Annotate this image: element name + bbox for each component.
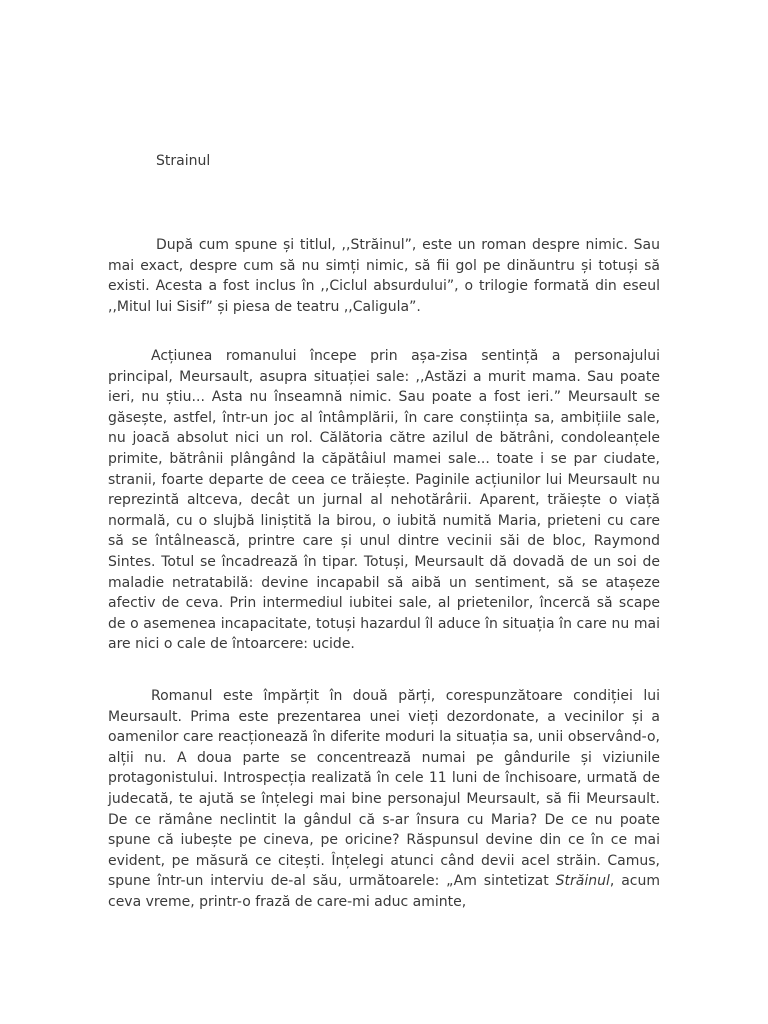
- document-title: Strainul: [156, 153, 211, 169]
- paragraph-2-text: Acțiunea romanului începe prin așa-zisa sentință a personajului principal, Meursault, asupra situației sale: ,,Astăzi a murit mama. Sau poate ieri, nu știu... Asta nu înseamnă nimic. Sau poate a fost ieri.” Meursault se găsește, astfel, într-un joc al întâmplării, în care conștiința sa, ambițiile sale, nu joacă absolut nici un rol. Călătoria către azilul de bătrâni, condoleanțele primite, bătrânii plângând la căpătâiul mamei sale... toate i se par ciudate, stranii, foarte departe de ceea ce trăiește. Paginile acțiunilor lui Meursault nu reprezintă altceva, decât un jurnal al nehotărârii. Aparent, trăiește o viață normală, cu o slujbă liniștită la birou, o iubită numită Maria, prieteni cu care să se întâlnească, printre care și unul dintre vecinii săi de bloc, Raymond Sintes. Totul se încadrează în tipar. Totuși, Meursault dă dovadă de un soi de maladie netratabilă: devine incapabil să aibă un sentiment, să se atașeze afectiv de ceva. Prin intermediul iubitei sale, al prietenilor, încercă să scape de o asemenea incapacitate, totuși hazardul îl aduce în situația în care nu mai are nici o cale de întoarcere: ucide.: [108, 348, 660, 653]
- book-title-italic: Străinul: [555, 873, 610, 890]
- paragraph-3-text-before: Romanul este împărțit în două părți, corespunzătoare condiției lui Meursault. Prima este prezentarea unei vieți dezordonate, a vecinilor și a oamenilor care reacționează în diferite moduri la situația sa, unii observând-o, alții nu. A doua parte se concentrează numai pe gândurile și viziunile protagonistului. Introspecția realizată în cele 11 luni de închisoare, urmată de judecată, te ajută se înțelegi mai bine personajul Meursault, să fii Meursault. De ce rămâne neclintit la gândul că s-ar însura cu Maria? De ce nu poate spune că iubește pe cineva, pe oricine? Răspunsul devine din ce în ce mai evident, pe măsură ce citești. Înțelegi atunci când devii acel străin. Camus, spune într-un interviu de-al său, următoarele: „Am sintetizat: [108, 688, 660, 890]
- paragraph-1-text: După cum spune și titlul, ,,Străinul”, este un roman despre nimic. Sau mai exact, despre cum să nu simți nimic, să fii gol pe dinăuntru și totuși să existi. Acesta a fost inclus în ,,Ciclul absurdului”, o trilogie formată din eseul ,,Mitul lui Sisif” și piesa de teatru ,,Caligula”.: [108, 237, 660, 315]
- paragraph-1: [108, 235, 660, 317]
- paragraph-3-text-after: , acum ceva vreme, printr-o frază de care-mi aduc aminte,: [108, 873, 660, 910]
- paragraph-2: [108, 346, 660, 655]
- paragraph-3: [108, 686, 660, 913]
